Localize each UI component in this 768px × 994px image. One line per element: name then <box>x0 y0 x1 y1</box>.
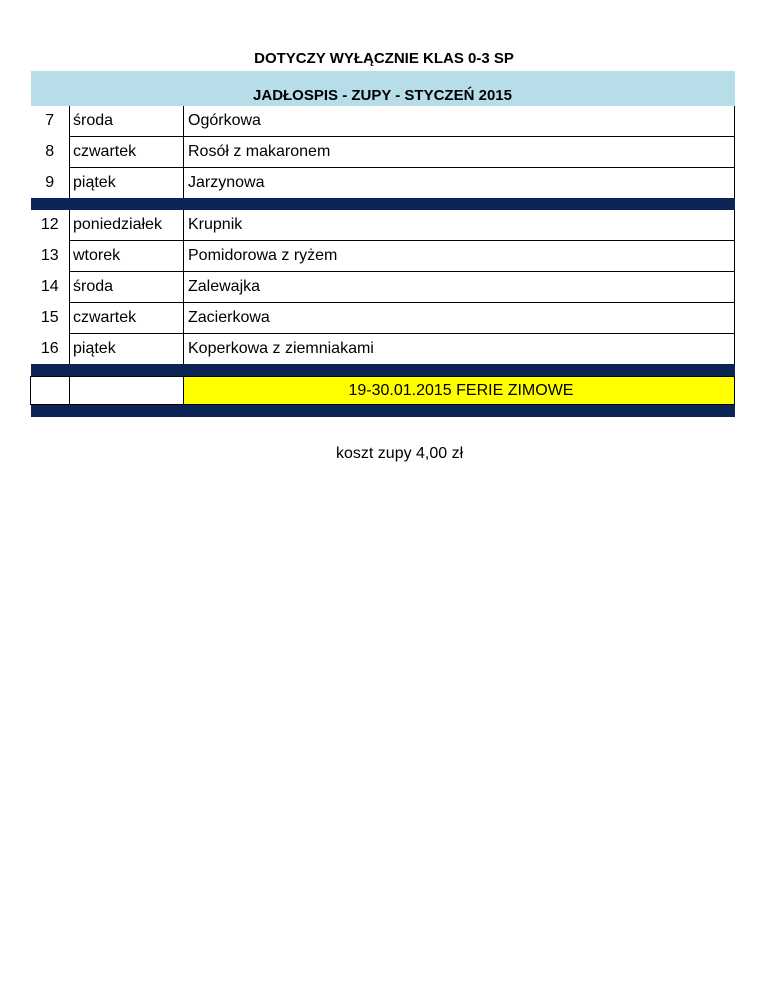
table-row <box>31 137 735 168</box>
soup-cost-note: koszt zupy 4,00 zł <box>336 445 464 462</box>
day-number: 15 <box>40 309 59 326</box>
soup-name: Rosół z makaronem <box>184 137 735 168</box>
table-row <box>31 106 735 137</box>
soup-name: Zacierkowa <box>184 303 735 334</box>
day-number: 12 <box>40 216 59 234</box>
day-name: wtorek <box>70 241 184 272</box>
day-number: 14 <box>40 278 59 295</box>
table-row <box>31 241 735 272</box>
day-number: 8 <box>45 143 55 160</box>
table-row <box>31 272 735 303</box>
soup-name: Krupnik <box>184 210 735 241</box>
menu-table <box>30 71 735 417</box>
day-name: środa <box>70 106 184 137</box>
page-title: DOTYCZY WYŁĄCZNIE KLAS 0-3 SP <box>254 50 514 67</box>
day-number: 9 <box>45 173 55 191</box>
day-name: czwartek <box>70 137 184 168</box>
soup-name: Koperkowa z ziemniakami <box>184 334 735 365</box>
day-name: piątek <box>70 168 184 199</box>
week-separator <box>31 198 735 210</box>
day-name: poniedziałek <box>70 210 184 241</box>
table-header: JADŁOSPIS - ZUPY - STYCZEŃ 2015 <box>31 71 735 106</box>
day-number: 16 <box>40 339 59 357</box>
soup-name: Ogórkowa <box>184 106 735 137</box>
table-row <box>31 334 735 365</box>
empty-cell <box>70 377 184 405</box>
table-row <box>31 210 735 241</box>
day-number: 13 <box>40 247 59 264</box>
day-name: czwartek <box>70 303 184 334</box>
week-separator <box>31 364 735 377</box>
table-row <box>31 168 735 199</box>
holiday-label: 19-30.01.2015 FERIE ZIMOWE <box>184 377 735 405</box>
day-name: piątek <box>70 334 184 365</box>
soup-name: Zalewajka <box>184 272 735 303</box>
day-name: środa <box>70 272 184 303</box>
empty-cell <box>31 377 70 405</box>
table-row <box>31 303 735 334</box>
table-header-row <box>31 71 735 106</box>
soup-name: Pomidorowa z ryżem <box>184 241 735 272</box>
holiday-row <box>31 377 735 405</box>
day-number: 7 <box>45 112 55 130</box>
soup-name: Jarzynowa <box>184 168 735 199</box>
bottom-separator <box>31 405 735 418</box>
